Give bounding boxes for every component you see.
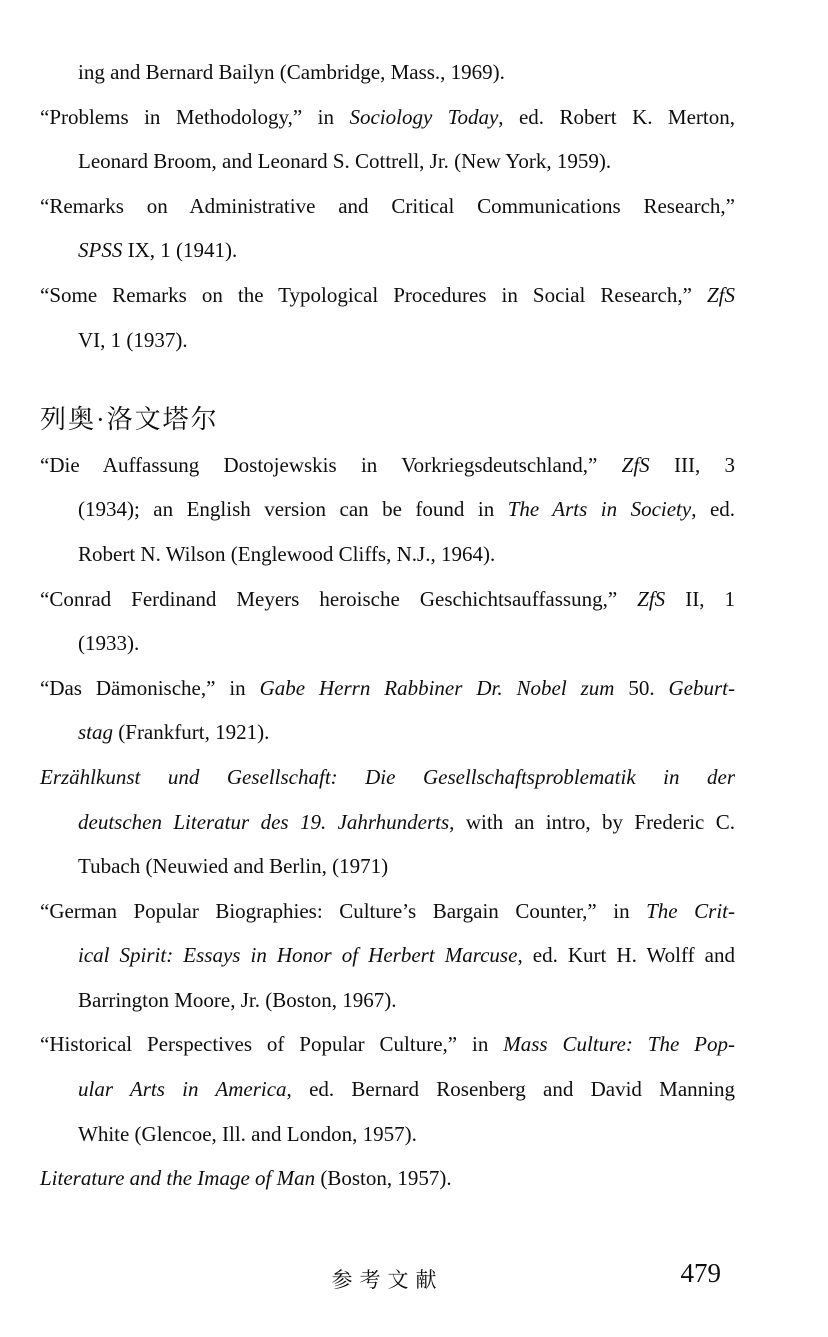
section-heading: 列奥·洛文塔尔 xyxy=(40,405,219,435)
italic-text-run: Sociology Today xyxy=(349,104,499,129)
italic-text-run: ical Spirit: Essays in Honor of Herbert Marcuse xyxy=(78,943,518,968)
bib-entry xyxy=(40,577,735,666)
text-run: Tubach (Neuwied and Berlin, (1971) xyxy=(78,854,389,879)
text-run: White (Glencoe, Ill. and London, 1957). xyxy=(78,1121,417,1146)
italic-text-run: deutschen Literatur des 19. Jahrhunderts, xyxy=(78,809,455,834)
bib-line xyxy=(40,1067,735,1112)
bib-entry xyxy=(40,666,735,755)
italic-text-run: stag xyxy=(78,720,114,745)
bib-line xyxy=(40,532,735,577)
bib-entry xyxy=(40,1156,735,1201)
bib-line xyxy=(40,318,735,363)
bib-line xyxy=(40,1156,735,1201)
italic-text-run: Literature and the Image of Man xyxy=(40,1166,316,1191)
bib-line xyxy=(40,443,735,488)
bib-line xyxy=(40,1112,735,1157)
text-run: “Das Dämonische,” in xyxy=(40,675,260,700)
text-run: Leonard Broom, and Leonard S. Cottrell, Jr. (New York, 1959). xyxy=(78,149,612,174)
bib-line xyxy=(40,95,735,140)
italic-text-run: ZfS xyxy=(637,586,666,611)
bib-line xyxy=(40,666,735,711)
text-run: IX, 1 (1941). xyxy=(122,238,238,263)
text-run: , ed. xyxy=(691,497,736,522)
text-run: (Frankfurt, 1921). xyxy=(113,720,270,745)
bib-line xyxy=(40,800,735,845)
bib-entry xyxy=(40,50,735,95)
text-run: with an intro, by Frederic C. xyxy=(454,809,735,834)
italic-text-run: Mass Culture: The Pop- xyxy=(503,1032,735,1057)
bib-line xyxy=(40,1022,735,1067)
bib-entry xyxy=(40,443,735,577)
bib-entry xyxy=(40,95,735,184)
bib-line xyxy=(40,755,735,800)
text-run: (Boston, 1957). xyxy=(315,1166,452,1191)
text-run: , ed. Kurt H. Wolff and xyxy=(517,943,735,968)
text-run: “Historical Perspectives of Popular Culture,” in xyxy=(40,1032,504,1057)
text-run: II, 1 xyxy=(665,586,735,611)
text-run: 50. xyxy=(614,675,669,700)
bib-line xyxy=(40,933,735,978)
bib-line xyxy=(40,889,735,934)
italic-text-run: ular Arts in America xyxy=(78,1077,287,1102)
bib-line xyxy=(40,487,735,532)
bib-line xyxy=(40,844,735,889)
text-run: “Remarks on Administrative and Critical Communications Research,” xyxy=(40,193,735,218)
bib-line xyxy=(40,228,735,273)
text-run: “Some Remarks on the Typological Procedures in Social Research,” xyxy=(40,282,707,307)
text-run: (1934); an English version can be found in xyxy=(78,497,508,522)
bib-entry xyxy=(40,273,735,362)
italic-text-run: ZfS xyxy=(621,452,650,477)
bib-line xyxy=(40,273,735,318)
text-run: Barrington Moore, Jr. (Boston, 1967). xyxy=(78,987,397,1012)
italic-text-run: ZfS xyxy=(706,282,735,307)
italic-text-run: Geburt- xyxy=(668,675,736,700)
text-run: (1933). xyxy=(78,631,140,656)
bib-entry xyxy=(40,184,735,273)
bib-line xyxy=(40,710,735,755)
text-run: Robert N. Wilson (Englewood Cliffs, N.J., 1964). xyxy=(78,541,496,566)
italic-text-run: Erzählkunst und Gesellschaft: Die Gesellschaftsproblematik in der xyxy=(40,764,735,789)
bibliography xyxy=(40,50,735,1201)
text-run: ing and Bernard Bailyn (Cambridge, Mass., 1969). xyxy=(78,60,505,84)
bib-entry xyxy=(40,1022,735,1156)
text-run: “German Popular Biographies: Culture’s Bargain Counter,” in xyxy=(40,898,647,923)
text-run: III, 3 xyxy=(649,452,736,477)
bib-line xyxy=(40,978,735,1023)
bib-line xyxy=(40,184,735,229)
text-run: , ed. Robert K. Merton, xyxy=(498,104,735,129)
bib-line xyxy=(40,50,735,95)
footer-section-label: 参考文献 xyxy=(331,1268,444,1292)
text-run: “Die Auffassung Dostojewskis in Vorkriegsdeutschland,” xyxy=(40,452,622,477)
text-run: VI, 1 (1937). xyxy=(78,327,188,352)
bib-line xyxy=(40,621,735,666)
italic-text-run: SPSS xyxy=(78,238,123,263)
bib-entry xyxy=(40,755,735,889)
italic-text-run: The Arts in Society xyxy=(507,497,692,522)
text-run: “Conrad Ferdinand Meyers heroische Geschichtsauffassung,” xyxy=(40,586,638,611)
bib-line xyxy=(40,139,735,184)
bib-line xyxy=(40,577,735,622)
italic-text-run: The Crit- xyxy=(646,898,735,923)
italic-text-run: Gabe Herrn Rabbiner Dr. Nobel zum xyxy=(259,675,615,700)
page-footer xyxy=(40,1256,735,1300)
footer-page-number: 479 xyxy=(680,1258,721,1288)
bib-entry xyxy=(40,889,735,1023)
text-run: “Problems in Methodology,” in xyxy=(40,104,350,129)
text-run: , ed. Bernard Rosenberg and David Manning xyxy=(286,1077,736,1102)
